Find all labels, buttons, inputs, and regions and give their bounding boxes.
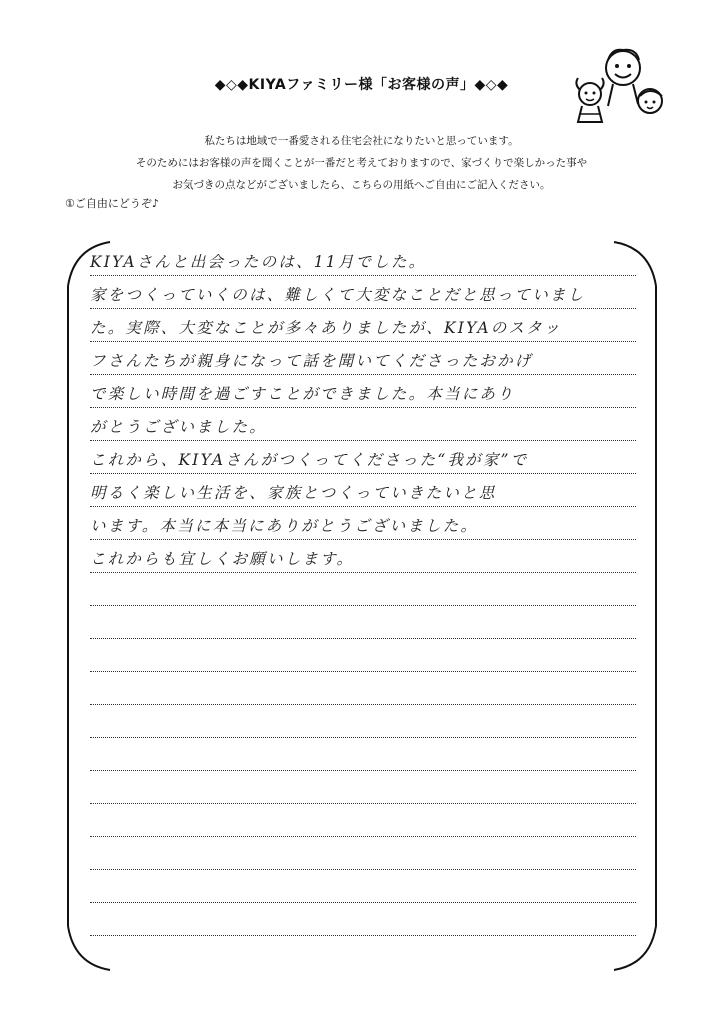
comment-line: がとうございました。 bbox=[90, 408, 636, 441]
free-comment-prompt: ①ご自由にどうぞ♪ bbox=[65, 197, 159, 210]
comment-line bbox=[90, 573, 636, 606]
comment-line bbox=[90, 639, 636, 672]
comment-line: これから、KIYAさんがつくってくださった“我が家”で bbox=[90, 441, 636, 474]
handwritten-comment bbox=[90, 243, 636, 936]
comment-line bbox=[90, 771, 636, 804]
comment-line: 明るく楽しい生活を、家族とつくっていきたいと思 bbox=[90, 474, 636, 507]
comment-line: KIYAさんと出会ったのは、11月でした。 bbox=[90, 243, 636, 276]
comment-line bbox=[90, 672, 636, 705]
intro-text bbox=[0, 130, 723, 196]
comment-line bbox=[90, 606, 636, 639]
comment-line bbox=[90, 804, 636, 837]
intro-line: そのためにはお客様の声を聞くことが一番だと考えておりますので、家づくりで楽しかった事や bbox=[135, 157, 588, 169]
comment-line: フさんたちが親身になって話を聞いてくださったおかげ bbox=[90, 342, 636, 375]
intro-line: 私たちは地域で一番愛される住宅会社になりたいと思っています。 bbox=[204, 135, 519, 147]
comment-line: これからも宜しくお願いします。 bbox=[90, 540, 636, 573]
comment-line bbox=[90, 870, 636, 903]
page-title: ◆◇◆KIYAファミリー様「お客様の声」◆◇◆ bbox=[214, 77, 509, 93]
comment-line: で楽しい時間を過ごすことができました。本当にあり bbox=[90, 375, 636, 408]
comment-line: た。実際、大変なことが多々ありましたが、KIYAのスタッ bbox=[90, 309, 636, 342]
comment-line: います。本当に本当にありがとうございました。 bbox=[90, 507, 636, 540]
comment-line bbox=[90, 837, 636, 870]
comment-line bbox=[90, 738, 636, 771]
comment-line: 家をつくっていくのは、難しくて大変なことだと思っていまし bbox=[90, 276, 636, 309]
family-illustration bbox=[568, 46, 668, 124]
intro-line: お気づきの点などがございましたら、こちらの用紙へご自由にご記入ください。 bbox=[172, 179, 551, 191]
comment-line bbox=[90, 903, 636, 936]
comment-line bbox=[90, 705, 636, 738]
